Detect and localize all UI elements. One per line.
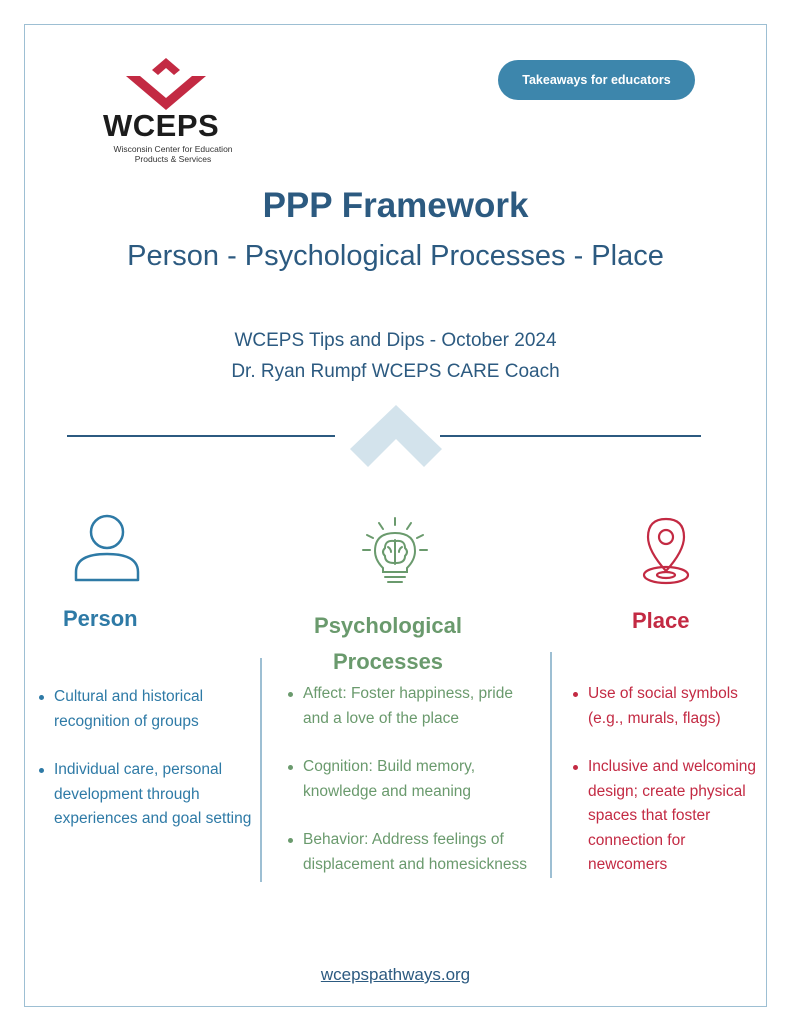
list-item: Cultural and historical recognition of groups [54,685,254,734]
lightbulb-brain-icon [357,516,433,588]
heading-line-2: Processes [332,649,444,674]
wceps-logo-mark [120,58,212,110]
person-list [36,685,254,832]
takeaways-badge: Takeaways for educators [498,60,695,100]
list-item: Cognition: Build memory, knowledge and meaning [303,755,543,804]
list-item: Use of social symbols (e.g., murals, flags) [588,682,756,731]
chevron-up-icon [350,405,442,467]
list-item: Individual care, personal development through experiences and goal setting [54,758,254,832]
website-link[interactable]: wcepspathways.org [320,965,471,984]
logo-wordmark: WCEPS [103,108,220,143]
list-item: Affect: Foster happiness, pride and a love of the place [303,682,543,731]
location-pin-icon [636,513,696,587]
person-icon [72,514,142,582]
list-item: Inclusive and welcoming design; create physical spaces that foster connection for newcomers [588,755,756,878]
author-line: Dr. Ryan Rumpf WCEPS CARE Coach [231,361,560,382]
psychological-processes-list [285,682,543,877]
column-separator-left [260,658,262,882]
divider-left [67,435,335,437]
place-heading: Place [632,608,690,633]
place-list [570,682,756,878]
heading-line-1: Psychological [314,613,462,638]
issue-line: WCEPS Tips and Dips - October 2024 [234,330,557,351]
divider-right [440,435,701,437]
list-item: Behavior: Address feelings of displacement and homesickness [303,828,543,877]
person-heading: Person [63,606,138,631]
logo-tagline: Wisconsin Center for Education Products & Services [113,144,233,164]
page-title: PPP Framework [262,186,529,225]
column-separator-right [550,652,552,878]
psychological-processes-heading [291,608,485,680]
page-subtitle: Person - Psychological Processes - Place [127,240,664,272]
